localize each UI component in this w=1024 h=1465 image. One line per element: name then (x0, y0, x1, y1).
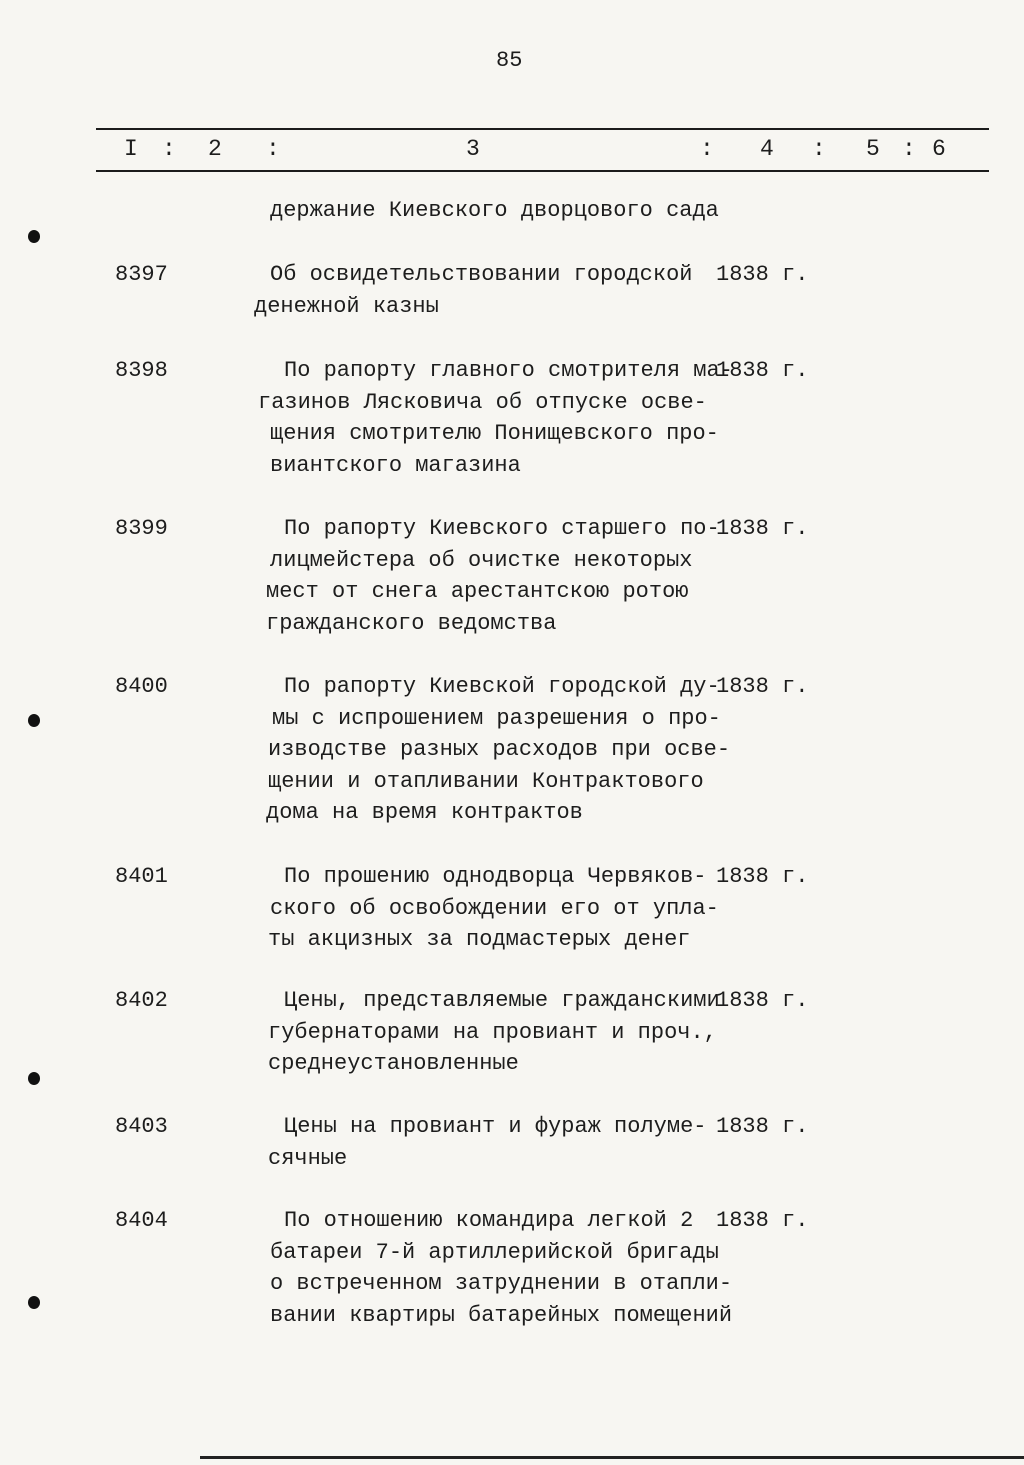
record-description-line: Цены на провиант и фураж полуме- (284, 1114, 707, 1139)
record-description-line: По прошению однодворца Червяков- (284, 864, 707, 889)
header-col-5: 5 (866, 136, 880, 162)
record-description-line: среднеустановленные (268, 1051, 519, 1076)
table-header (0, 134, 1024, 166)
record-description-line: вании квартиры батарейных помещений (270, 1302, 733, 1328)
header-col-4: 4 (760, 136, 774, 162)
record-year: 1838 г. (716, 674, 809, 699)
record-description-line: мы с испрошением разрешения о про- (272, 705, 721, 731)
record-description-line: По рапорту Киевской городской ду- (284, 674, 720, 699)
record-description-line: дома на время контрактов (266, 800, 583, 825)
record-number: 8404 (115, 1208, 168, 1233)
record-number: 8399 (115, 516, 168, 541)
record-description-line: денежной казны (254, 293, 439, 319)
record-year: 1838 г. (716, 1208, 809, 1233)
header-separator: : (266, 136, 280, 162)
record-description-line: лицмейстера об очистке некоторых (270, 547, 693, 573)
record-description-line: ского об освобождении его от упла- (270, 895, 719, 921)
record-description-line: изводстве разных расходов при осве- (268, 737, 731, 762)
header-separator: : (162, 136, 176, 162)
record-description-line: виантского магазина (270, 452, 521, 478)
record-year: 1838 г. (716, 516, 809, 541)
binder-hole-mark (28, 714, 40, 727)
record-description-line: гражданского ведомства (266, 610, 557, 636)
record-number: 8400 (115, 674, 168, 699)
record-description-line: газинов Лясковича об отпуске осве- (258, 389, 707, 415)
header-top-rule (96, 128, 989, 130)
record-description-line: о встреченном затруднении в отапли- (270, 1271, 733, 1296)
record-number: 8402 (115, 988, 168, 1013)
record-number: 8398 (115, 358, 168, 383)
bottom-edge-rule (200, 1456, 1024, 1459)
record-description-line: Об освидетельствовании городской (270, 262, 693, 287)
record-description-line: Цены, представляемые гражданскими (284, 988, 720, 1013)
record-description-line: щения смотрителю Понищевского про- (270, 421, 719, 446)
page-number: 85 (496, 48, 523, 73)
record-description-line: ты акцизных за подмастерых денег (268, 927, 691, 952)
record-number: 8397 (115, 262, 168, 287)
record-description-line: батареи 7-й артиллерийской бригады (270, 1239, 719, 1265)
record-description-line: По рапорту главного смотрителя ма- (284, 358, 733, 383)
record-description-line: щении и отапливании Контрактового (268, 768, 704, 794)
binder-hole-mark (28, 1296, 40, 1309)
header-bottom-rule (96, 170, 989, 172)
record-number: 8401 (115, 864, 168, 889)
header-col-1: I (124, 136, 138, 162)
record-description-line: мест от снега арестантскою ротою (266, 579, 689, 604)
record-description-line: губернаторами на провиант и проч., (268, 1019, 717, 1045)
header-col-2: 2 (208, 136, 222, 162)
binder-hole-mark (28, 230, 40, 243)
header-col-3: 3 (466, 136, 480, 162)
record-description-line: По отношению командира легкой 2 (284, 1208, 694, 1233)
record-year: 1838 г. (716, 864, 809, 889)
record-year: 1838 г. (716, 262, 809, 287)
header-col-6: 6 (932, 136, 946, 162)
record-number: 8403 (115, 1114, 168, 1139)
header-separator: : (700, 136, 714, 162)
record-year: 1838 г. (716, 988, 809, 1013)
binder-hole-mark (28, 1072, 40, 1085)
record-description-line: По рапорту Киевского старшего по- (284, 516, 720, 541)
continuation-text: держание Киевского дворцового сада (270, 198, 719, 223)
header-separator: : (812, 136, 826, 162)
record-year: 1838 г. (716, 358, 809, 383)
header-separator: : (902, 136, 916, 162)
record-year: 1838 г. (716, 1114, 809, 1139)
record-description-line: сячные (268, 1145, 348, 1171)
